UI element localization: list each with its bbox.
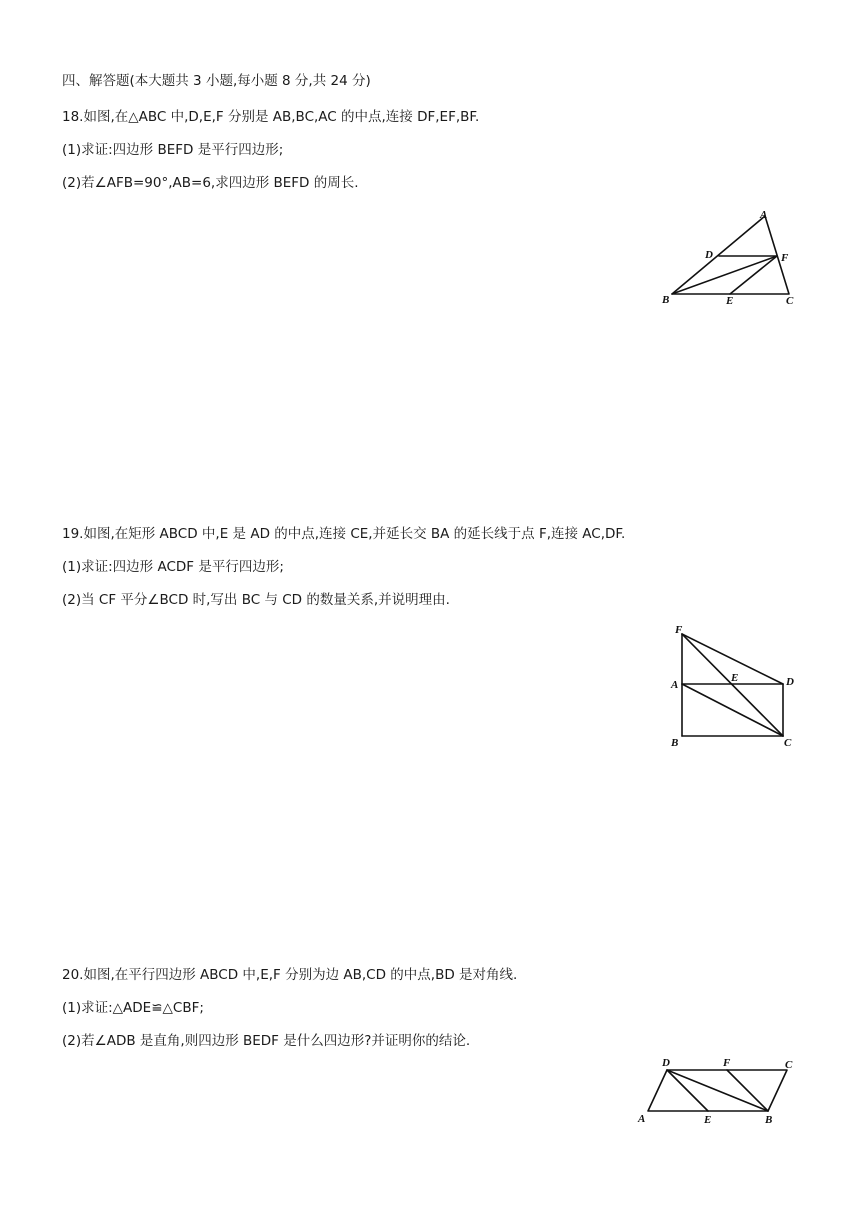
label-c: C [785, 1059, 793, 1071]
label-e: E [731, 672, 739, 684]
label-a: A [671, 679, 679, 691]
label-e: E [704, 1114, 712, 1126]
label-b: B [662, 294, 670, 306]
problem-20-part2: (2)若∠ADB 是直角,则四边形 BEDF 是什么四边形?并证明你的结论. [62, 1033, 471, 1049]
label-d: D [786, 676, 794, 688]
label-d: D [705, 249, 713, 261]
section-heading: 四、解答题(本大题共 3 小题,每小题 8 分,共 24 分) [62, 73, 371, 89]
label-c: C [786, 295, 794, 307]
problem-20-figure [632, 1050, 807, 1130]
label-f: F [675, 624, 683, 636]
problem-19-figure [665, 620, 810, 752]
problem-20-stem: 20.如图,在平行四边形 ABCD 中,E,F 分别为边 AB,CD 的中点,BD 是对角线. [62, 967, 518, 983]
label-b: B [671, 737, 679, 749]
problem-20-part1: (1)求证:△ADE≌△CBF; [62, 1000, 204, 1016]
problem-19-part2: (2)当 CF 平分∠BCD 时,写出 BC 与 CD 的数量关系,并说明理由. [62, 592, 450, 608]
problem-18-part2: (2)若∠AFB=90°,AB=6,求四边形 BEFD 的周长. [62, 175, 359, 191]
problem-19-stem: 19.如图,在矩形 ABCD 中,E 是 AD 的中点,连接 CE,并延长交 BA 的延长线于点 F,连接 AC,DF. [62, 526, 626, 542]
problem-18-part1: (1)求证:四边形 BEFD 是平行四边形; [62, 142, 284, 158]
segment-fb [727, 1070, 768, 1111]
problem-18-stem: 18.如图,在△ABC 中,D,E,F 分别是 AB,BC,AC 的中点,连接 DF,EF,BF. [62, 109, 480, 125]
label-d: D [662, 1057, 670, 1069]
label-c: C [784, 737, 792, 749]
label-e: E [726, 295, 734, 307]
triangle-abc [672, 216, 789, 294]
label-a: A [638, 1113, 646, 1125]
segment-de [667, 1070, 708, 1111]
segment-bf [672, 256, 777, 294]
problem-18-figure [655, 200, 815, 315]
segment-ac [682, 684, 783, 736]
segment-ef [730, 256, 777, 294]
label-f: F [723, 1057, 731, 1069]
segment-fc [682, 634, 783, 736]
label-b: B [765, 1114, 773, 1126]
problem-19-part1: (1)求证:四边形 ACDF 是平行四边形; [62, 559, 284, 575]
label-a: A [760, 209, 768, 221]
label-f: F [781, 252, 789, 264]
segment-db [667, 1070, 768, 1111]
